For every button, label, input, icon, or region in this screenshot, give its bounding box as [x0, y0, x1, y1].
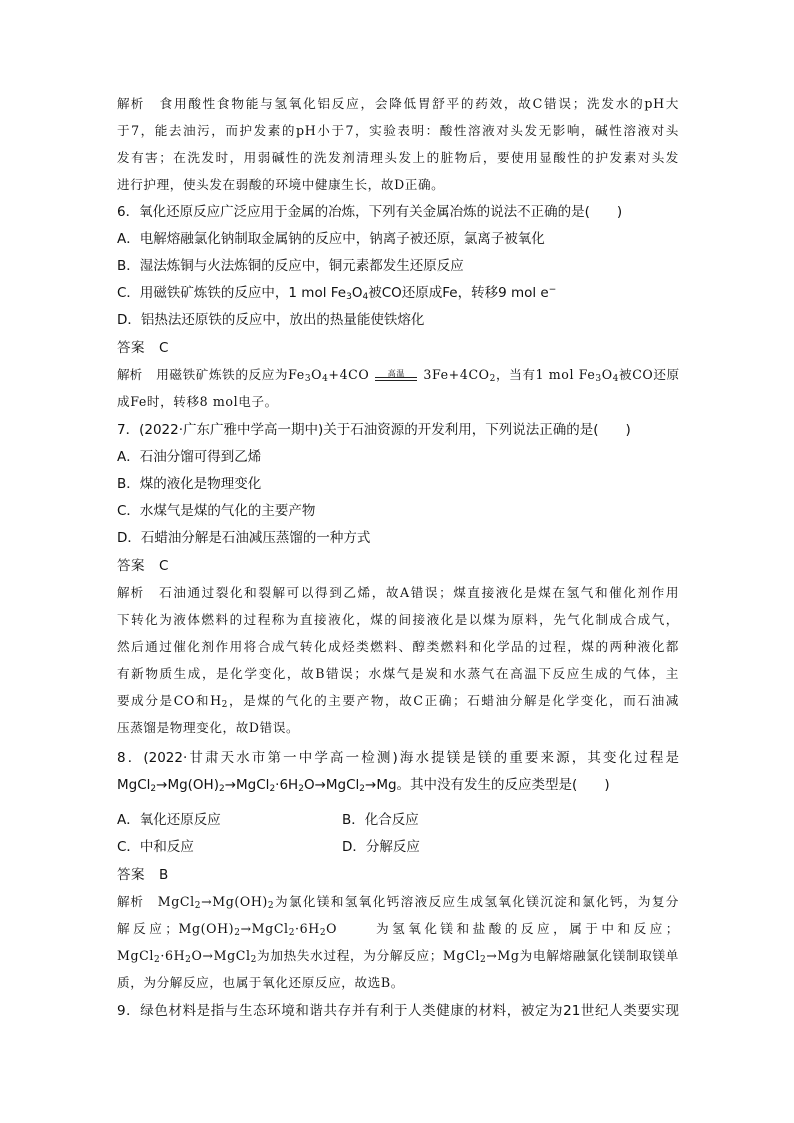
answer-label: 答案 [117, 558, 145, 574]
q8-option-d: D．分解反应 [342, 839, 420, 855]
q8-option-c: C．中和反应 [117, 839, 194, 855]
q8-explanation-line: 质，为分解反应，也属于氧化还原反应，故选B。 [117, 975, 404, 990]
explanation-label: 解析 [117, 894, 144, 909]
q8-stem: 8．(2022·甘肃天水市第一中学高一检测)海水提镁是镁的重要来源，其变化过程是 [117, 750, 679, 766]
explanation-label: 解析 [117, 96, 145, 111]
q8-explanation-line: $MgCl_2\cdot 6H_2O\to MgCl_2$为加热失水过程，为分解反应；MgCl$_2$→Mg为电解熔融氯化镁制取镁单 [117, 948, 680, 965]
q7-explanation-line: 有新物质生成，是化学变化，故B错误；水煤气是炭和水蒸气在高温下反应生成的气体，主 [117, 666, 679, 681]
q8-options-row [117, 837, 679, 857]
q7-option-d: D．石蜡油分解是石油减压蒸馏的一种方式 [117, 530, 371, 546]
q6-explanation-line: 成Fe时，转移8 mol电子。 [117, 394, 278, 409]
q8-options-row [117, 810, 679, 830]
q8-option-a: A．氧化还原反应 [117, 812, 221, 828]
explanation-label: 解析 [117, 585, 145, 600]
q7-option-b: B．煤的液化是物理变化 [117, 476, 262, 492]
q7-stem: 7．(2022·广东广雅中学高一期中)关于石油资源的开发利用，下列说法正确的是( ) [117, 422, 631, 438]
q6-option-b: B．湿法炼铜与火法炼铜的反应中，铜元素都发生还原反应 [117, 258, 464, 274]
q8-option-b: B．化合反应 [342, 812, 419, 828]
answer-value: C [159, 340, 169, 356]
answer-value: C [159, 558, 169, 574]
q6-answer [117, 338, 679, 358]
q9-stem: 9．绿色材料是指与生态环境和谐共存并有利于人类健康的材料，被定为21世纪人类要实现 [117, 1003, 679, 1019]
reaction-condition-high-temp: 高温 [373, 367, 419, 385]
q7-option-a: A．石油分馏可得到乙烯 [117, 449, 262, 465]
answer-label: 答案 [117, 867, 145, 883]
q6-stem: 6．氧化还原反应广泛应用于金属的冶炼，下列有关金属冶炼的说法不正确的是( ) [117, 204, 623, 220]
q7-answer [117, 556, 679, 576]
q7-explanation-line: 要成分是CO和$H_2$，是煤的气化的主要产物，故C正确；石蜡油分解是化学变化，而石油减 [117, 693, 679, 710]
answer-label: 答案 [117, 340, 145, 356]
q8-explanation-line: 解反应；$Mg(OH)_2\to MgCl_2\cdot 6H_2O$ 为氢氧化镁和盐酸的反应，属于中和反应； [117, 921, 679, 938]
q5-explanation-line: 发有害；在洗发时，用弱碱性的洗发剂清理头发上的脏物后，要使用显酸性的护发素对头发 [117, 150, 679, 165]
explanation-text: 食用酸性食物能与氢氧化铝反应，会降低胃舒平的药效，故C错误；洗发水的pH大 [158, 96, 679, 111]
q7-option-c: C．水煤气是煤的气化的主要产物 [117, 503, 316, 519]
q7-explanation-line: 然后通过催化剂作用将合成气转化成烃类燃料、醇类燃料和化学品的过程，煤的两种液化都 [117, 639, 679, 654]
q8-stem-chain: $MgCl_2\to Mg(OH)_2\to MgCl_2\cdot 6H_2O\to MgCl_2\to Mg$。其中没有发生的反应类型是( ) [117, 777, 610, 794]
q8-explanation: 解析 $MgCl_2\to Mg(OH)_2$为氯化镁和氢氧化钙溶液反应生成氢氧化镁沉淀和氯化钙，为复分 [117, 894, 679, 911]
answer-value: B [159, 867, 169, 883]
q7-explanation-line: 压蒸馏是物理变化，故D错误。 [117, 720, 300, 735]
q6-option-c: C．用磁铁矿炼铁的反应中，1 mol $Fe_3O_4$被CO还原成Fe，转移9 mol e− [117, 285, 557, 302]
q8-answer [117, 865, 679, 885]
q6-explanation: 解析 用磁铁矿炼铁的反应为$Fe_3O_4+4CO$ 高温 $3Fe+4CO_2$，当有1 mol $Fe_3O_4$被CO还原 [117, 367, 680, 384]
q5-explanation-line: 进行护理，使头发在弱酸的环境中健康生长，故D正确。 [117, 177, 445, 192]
q5-explanation-line [117, 94, 679, 114]
q7-explanation: 解析 石油通过裂化和裂解可以得到乙烯，故A错误；煤直接液化是煤在氢气和催化剂作用 [117, 585, 680, 600]
q7-explanation-line: 下转化为液体燃料的过程称为直接液化，煤的间接液化是以煤为原料，先气化制成合成气， [117, 612, 679, 627]
explanation-label: 解析 [117, 367, 143, 382]
q5-explanation-line: 于7，能去油污，而护发素的pH小于7，实验表明：酸性溶液对头发无影响，碱性溶液对头 [117, 123, 679, 138]
q6-option-a: A．电解熔融氯化钠制取金属钠的反应中，钠离子被还原，氯离子被氧化 [117, 231, 545, 247]
q6-option-d: D．铝热法还原铁的反应中，放出的热量能使铁熔化 [117, 312, 425, 328]
